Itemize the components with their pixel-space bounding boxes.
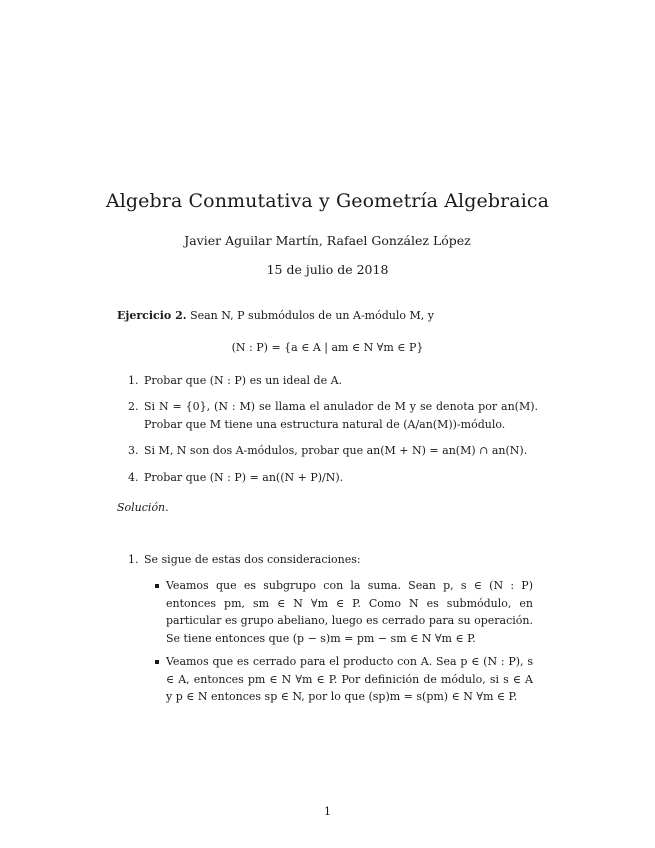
exercise-item-2	[128, 398, 538, 433]
exercise-item-number: 3.	[128, 444, 139, 457]
solution-bullet-text: Veamos que es cerrado para el producto con A. Sea p ∈ (N : P), s ∈ A, entonces pm ∈ N ∀m ∈ P. Por definición de módulo, si s ∈ A y p ∈ N entonces sp ∈ N, por lo que (sp)m = s(pm) ∈ N ∀m ∈ P.	[166, 655, 533, 703]
exercise-item-4	[128, 469, 538, 487]
exercise-item-number: 4.	[128, 471, 139, 484]
solution-item-1	[128, 551, 538, 569]
exercise-item-number: 2.	[128, 400, 139, 413]
solution-bullet-2	[155, 653, 533, 706]
exercise-item-text: Probar que (N : P) es un ideal de A.	[144, 374, 343, 387]
solution-label: Solución.	[117, 501, 169, 514]
exercise-statement	[117, 307, 537, 325]
solution-bullet-1	[155, 577, 533, 647]
solution-bullet-text: Veamos que es subgrupo con la suma. Sean p, s ∈ (N : P) entonces pm, sm ∈ N ∀m ∈ P. Como N es submódulo, en particular es grupo abeliano, luego es cerrado para su operación. Se tiene entonces que (p − s)m = pm − sm ∈ N ∀m ∈ P.	[166, 579, 533, 645]
bullet-icon	[155, 660, 159, 664]
document-date: 15 de julio de 2018	[266, 262, 389, 277]
exercise-item-text: Si M, N son dos A-módulos, probar que an(M + N) = an(M) ∩ an(N).	[144, 444, 528, 457]
exercise-item-number: 1.	[128, 374, 139, 387]
solution-item-text: Se sigue de estas dos consideraciones:	[144, 553, 361, 566]
document-title: Algebra Conmutativa y Geometría Algebraica	[105, 190, 550, 212]
document-authors: Javier Aguilar Martín, Rafael González López	[184, 233, 471, 248]
exercise-intro: Sean N, P submódulos de un A-módulo M, y	[190, 309, 434, 322]
exercise-item-text: Si N = {0}, (N : M) se llama el anulador de M y se denota por an(M). Probar que M tiene una estructura natural de (A/an(M))-módulo.	[144, 400, 538, 431]
exercise-item-text: Probar que (N : P) = an((N + P)/N).	[144, 471, 344, 484]
bullet-icon	[155, 584, 159, 588]
display-equation: (N : P) = {a ∈ A | am ∈ N ∀m ∈ P}	[231, 341, 424, 354]
exercise-label: Ejercicio 2.	[117, 309, 187, 322]
exercise-item-1	[128, 372, 538, 390]
solution-item-number: 1.	[128, 553, 139, 566]
exercise-item-3	[128, 442, 538, 460]
page-number: 1	[324, 805, 331, 818]
